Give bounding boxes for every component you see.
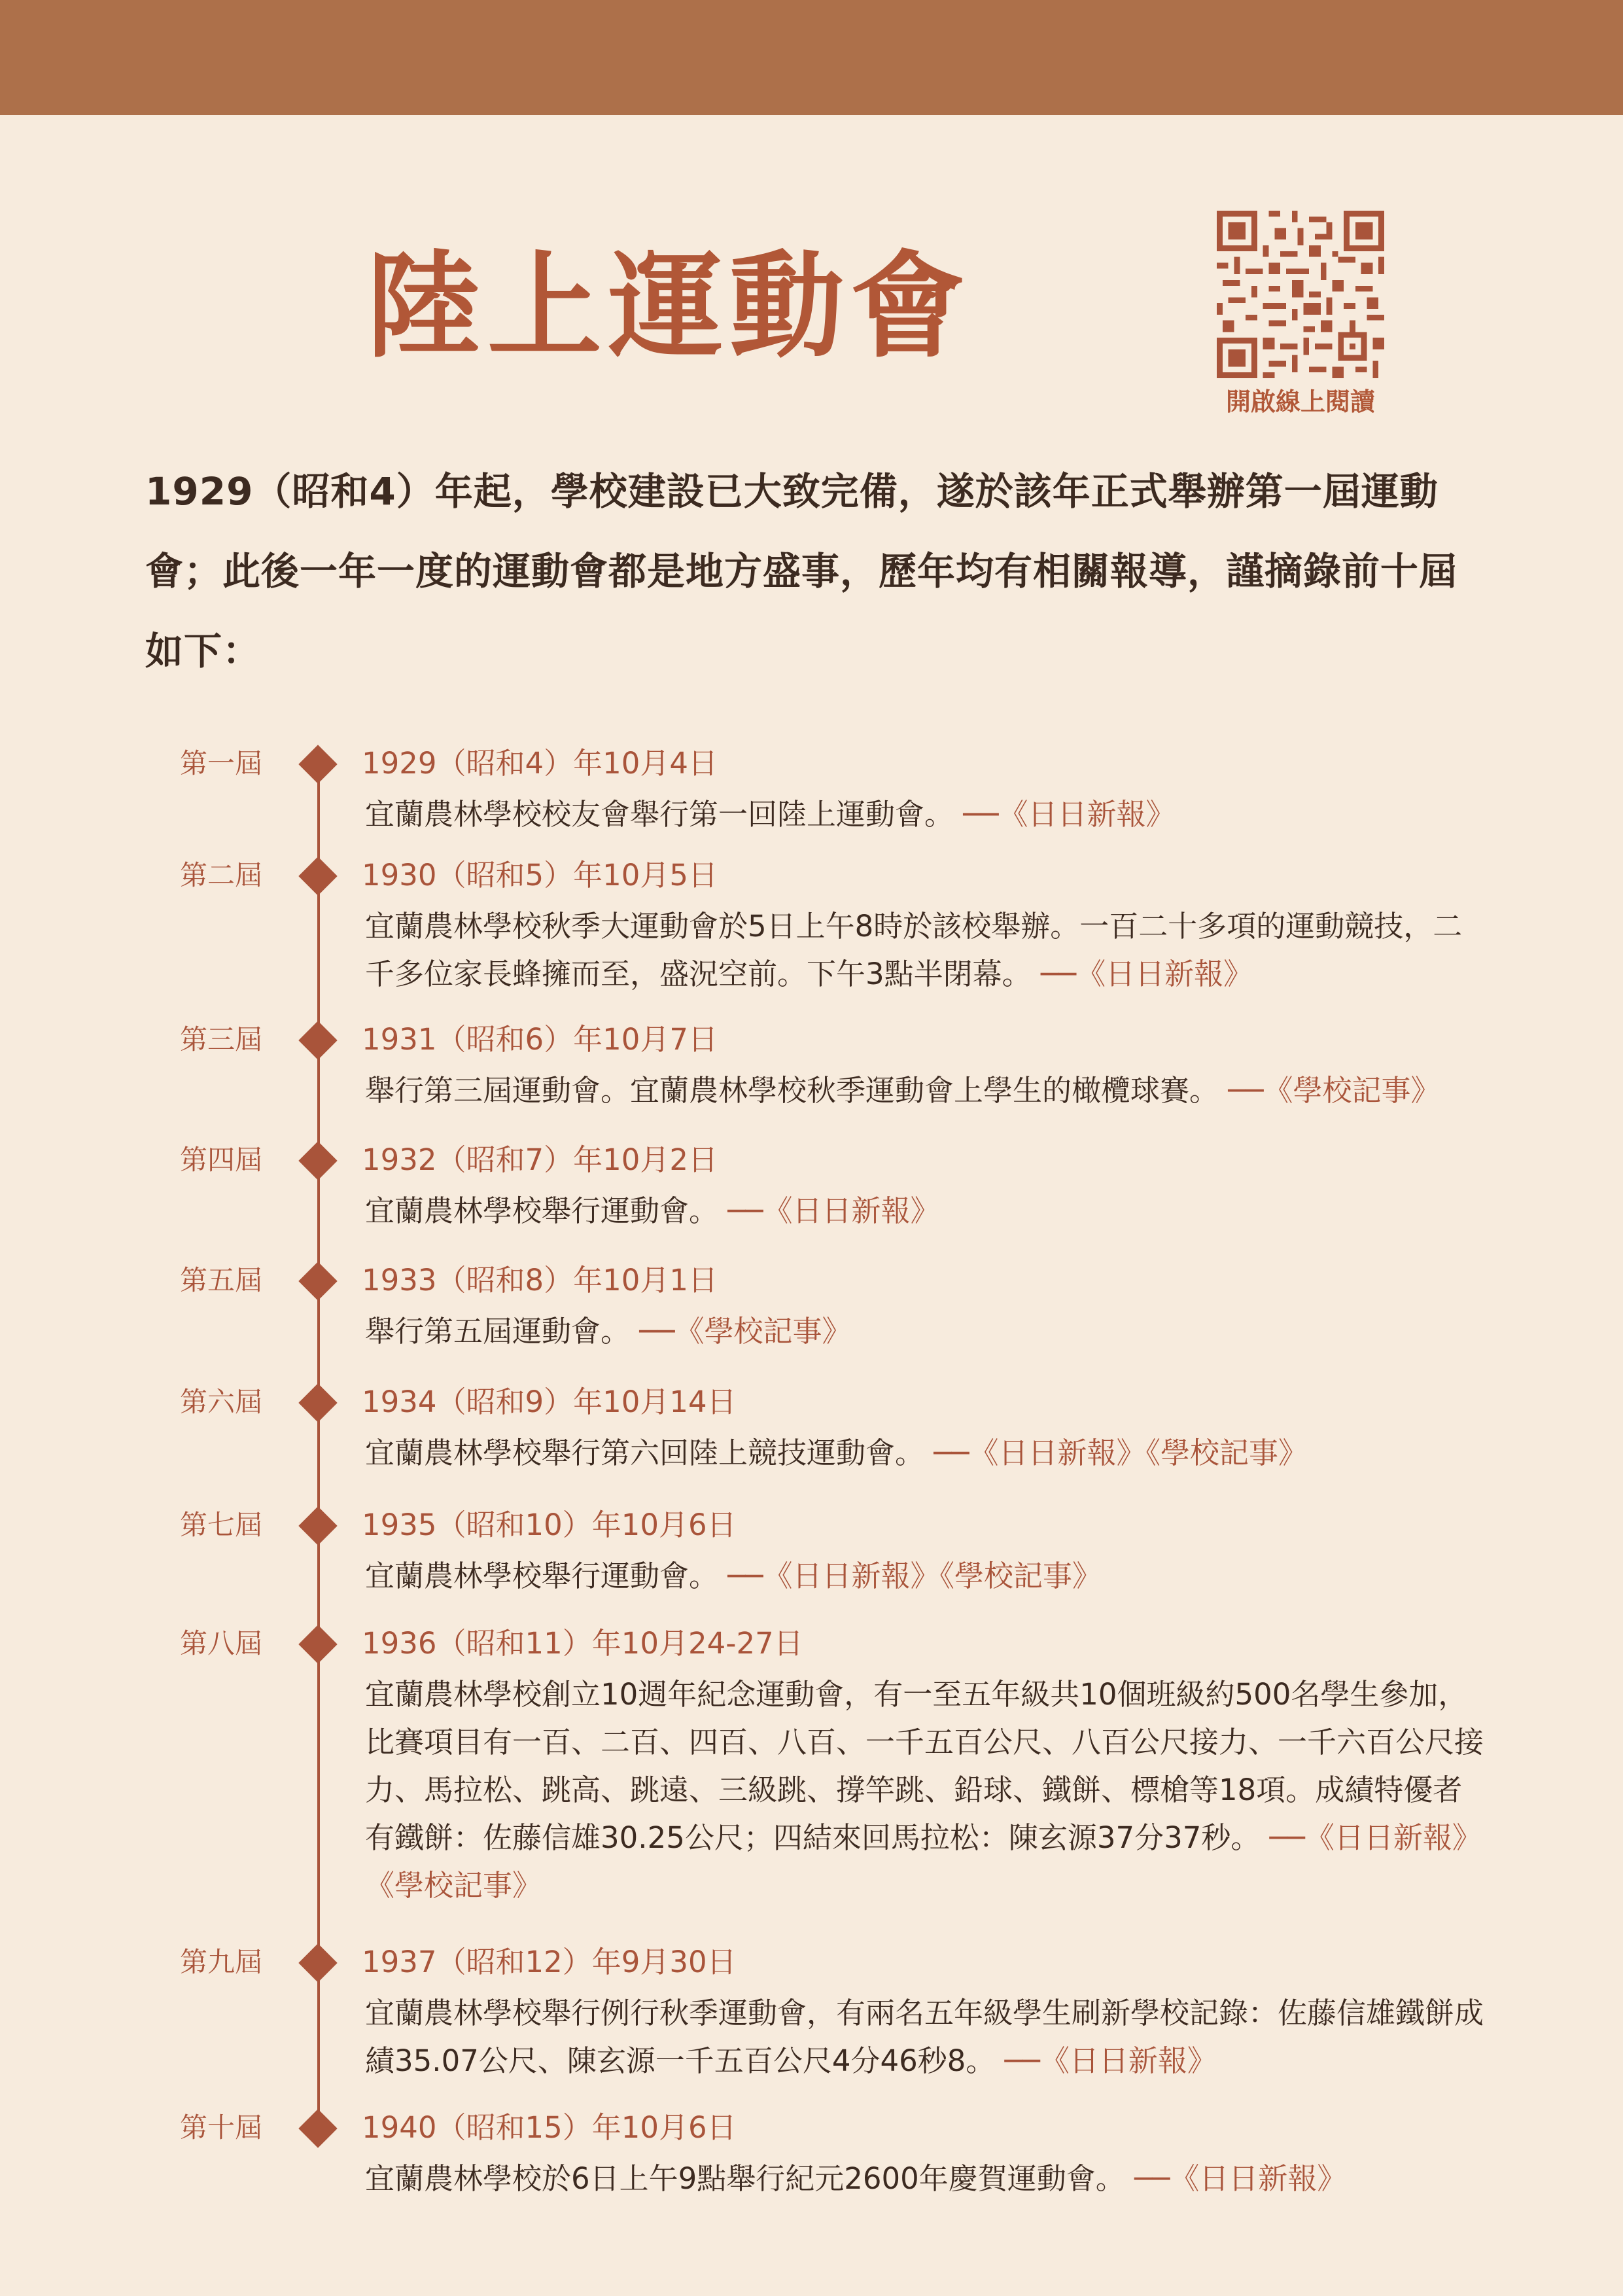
edition-label: 第七屆 [180, 1509, 263, 1541]
entry-description [365, 1067, 1490, 1114]
timeline-diamond-icon [298, 745, 337, 783]
qr-caption: 開啟線上閱讀 [1225, 387, 1375, 416]
entry-text: 宜蘭農林學校創立10週年紀念運動會，有一至五年級共10個班級約500名學生參加，比賽項目有一百、二百、四百、八百、一千五百公尺、八百公尺接力、一千六百公尺接力、馬拉松、跳高、跳遠、三級跳、撐竿跳、鉛球、鐵餅、標槍等18項。成績特優者有鐵餅：佐藤信雄30.25公尺；四結來回馬拉松：陳玄源37分37秒。 [365, 1677, 1484, 1855]
entry-source: ──《日日新報》 [1040, 957, 1253, 991]
timeline-diamond-icon [298, 1625, 337, 1663]
edition-label: 第一屆 [180, 747, 263, 779]
entry-date: 1930（昭和5）年10月5日 [362, 858, 718, 892]
timeline-diamond-icon [298, 1021, 337, 1059]
timeline-diamond-icon [298, 1943, 337, 1982]
timeline-diamond-icon [298, 1506, 337, 1545]
edition-label: 第三屆 [180, 1023, 263, 1055]
entry-description [365, 1552, 1490, 1600]
entry-source: ──《學校記事》 [639, 1314, 852, 1349]
edition-label: 第二屆 [180, 859, 263, 891]
entry-description [365, 1307, 1490, 1355]
entry-source: ──《日日新報》《學校記事》 [365, 1820, 1482, 1903]
entry-source: ──《日日新報》《學校記事》 [934, 1436, 1308, 1470]
entry-description [365, 1989, 1490, 2085]
entry-description [365, 1187, 1490, 1235]
entry-text: 宜蘭農林學校舉行運動會。 [365, 1559, 719, 1593]
entry-text: 舉行第五屆運動會。 [365, 1314, 631, 1349]
entry-description [365, 790, 1490, 838]
page-title: 陸上運動會 [366, 241, 971, 374]
entry-source: ──《日日新報》 [727, 1193, 940, 1228]
entry-source: ──《日日新報》 [963, 797, 1176, 832]
edition-label: 第九屆 [180, 1946, 263, 1978]
entry-text: 宜蘭農林學校校友會舉行第一回陸上運動會。 [365, 797, 954, 832]
intro-paragraph: 1929（昭和4）年起，學校建設已大致完備，遂於該年正式舉辦第一屆運動會；此後一年一度的運動會都是地方盛事，歷年均有相關報導，謹摘錄前十屆如下： [145, 469, 1458, 673]
entry-text: 舉行第三屆運動會。宜蘭農林學校秋季運動會上學生的橄欖球賽。 [365, 1073, 1219, 1108]
entry-date: 1933（昭和8）年10月1日 [362, 1263, 718, 1298]
top-banner [0, 0, 1623, 115]
qr-code-icon[interactable] [1217, 211, 1384, 378]
edition-label: 第五屆 [180, 1264, 263, 1296]
entry-text: 宜蘭農林學校舉行例行秋季運動會，有兩名五年級學生刷新學校記錄：佐藤信雄鐵餅成績35.07公尺、陳玄源一千五百公尺4分46秒8。 [365, 1996, 1484, 2078]
entry-date: 1929（昭和4）年10月4日 [362, 746, 718, 781]
entry-source: ──《日日新報》《學校記事》 [727, 1559, 1102, 1593]
entry-date: 1931（昭和6）年10月7日 [362, 1022, 718, 1057]
entry-description [365, 1670, 1490, 1909]
timeline-diamond-icon [298, 1141, 337, 1180]
entry-source: ──《日日新報》 [1134, 2161, 1347, 2196]
entry-date: 1937（昭和12）年9月30日 [362, 1945, 737, 1979]
entry-source: ──《日日新報》 [1004, 2043, 1217, 2078]
entry-date: 1932（昭和7）年10月2日 [362, 1142, 718, 1177]
entry-date: 1934（昭和9）年10月14日 [362, 1385, 737, 1419]
entry-date: 1940（昭和15）年10月6日 [362, 2110, 737, 2145]
edition-label: 第四屆 [180, 1144, 263, 1176]
entry-text: 宜蘭農林學校舉行運動會。 [365, 1193, 719, 1228]
timeline-diamond-icon [298, 1383, 337, 1422]
entry-text: 宜蘭農林學校秋季大運動會於5日上午8時於該校舉辦。一百二十多項的運動競技，二千多位家長蜂擁而至，盛況空前。下午3點半閉幕。 [365, 909, 1463, 991]
entry-description [365, 902, 1490, 998]
entry-date: 1936（昭和11）年10月24-27日 [362, 1626, 803, 1661]
timeline-diamond-icon [298, 857, 337, 895]
entry-description [365, 1429, 1490, 1477]
edition-label: 第八屆 [180, 1627, 263, 1659]
entry-text: 宜蘭農林學校舉行第六回陸上競技運動會。 [365, 1436, 925, 1470]
entry-date: 1935（昭和10）年10月6日 [362, 1508, 737, 1542]
entry-description [365, 2155, 1490, 2202]
entry-text: 宜蘭農林學校於6日上午9點舉行紀元2600年慶賀運動會。 [365, 2161, 1125, 2196]
timeline-diamond-icon [298, 2109, 337, 2147]
entry-source: ──《學校記事》 [1228, 1073, 1440, 1108]
timeline-line [317, 763, 320, 2133]
timeline-diamond-icon [298, 1262, 337, 1300]
edition-label: 第十屆 [180, 2111, 263, 2144]
edition-label: 第六屆 [180, 1386, 263, 1418]
